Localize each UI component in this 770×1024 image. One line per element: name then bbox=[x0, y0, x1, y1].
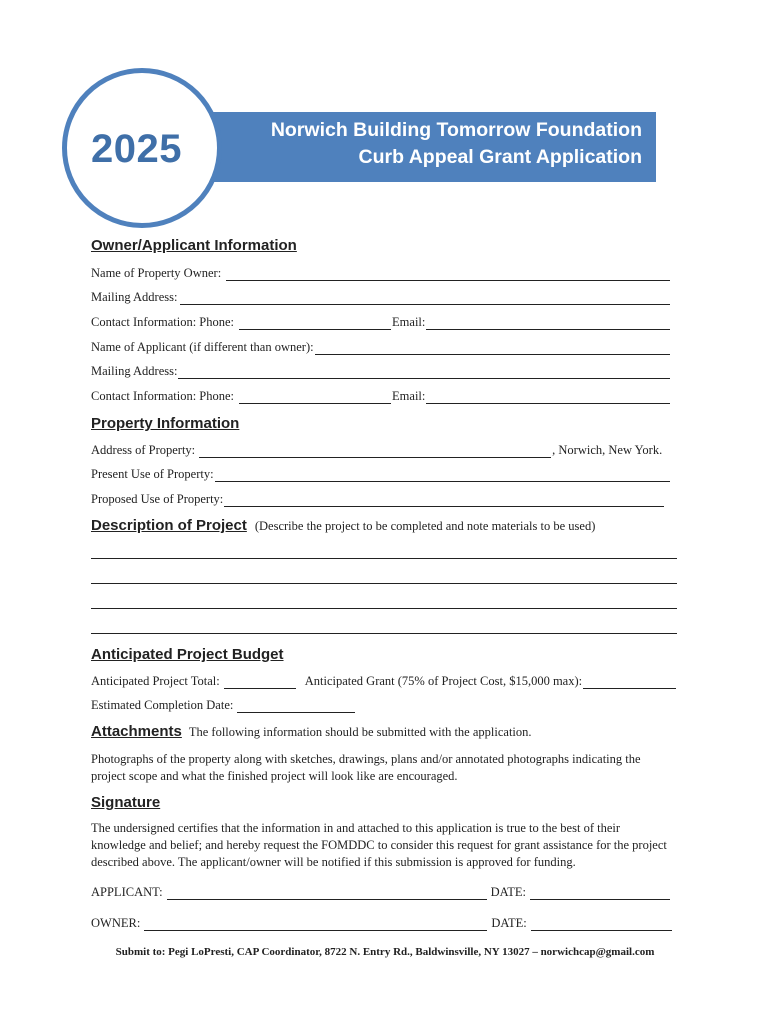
title-line-1: Norwich Building Tomorrow Foundation bbox=[270, 119, 642, 141]
property-address-suffix: , Norwich, New York. bbox=[552, 443, 663, 457]
applicant-mailing-field[interactable] bbox=[178, 366, 670, 379]
attachments-section-heading: Attachments bbox=[91, 723, 182, 740]
description-heading-row bbox=[91, 517, 595, 535]
owner-signature-label: OWNER: bbox=[91, 916, 141, 930]
signature-body: The undersigned certifies that the information in and attached to this application is true to the best of their knowledge and belief; and hereby request the FOMDDC to consider this request for grant assistance for the project described above. The applicant/owner will be notified if this submission is approved for funding. bbox=[91, 821, 667, 869]
proposed-use-field[interactable] bbox=[224, 494, 664, 507]
applicant-name-row bbox=[91, 340, 671, 355]
applicant-email-label: Email: bbox=[392, 389, 426, 403]
title-line-2: Curb Appeal Grant Application bbox=[358, 146, 642, 168]
completion-date-field[interactable] bbox=[237, 700, 355, 713]
applicant-date-label: DATE: bbox=[490, 885, 527, 899]
property-address-field[interactable] bbox=[199, 445, 551, 458]
proposed-use-row bbox=[91, 492, 665, 507]
property-section-heading: Property Information bbox=[91, 415, 240, 432]
project-total-field[interactable] bbox=[224, 676, 296, 689]
applicant-signature-label: APPLICANT: bbox=[91, 885, 163, 899]
description-line-1[interactable] bbox=[91, 558, 677, 559]
owner-name-row bbox=[91, 266, 671, 281]
owner-date-label: DATE: bbox=[491, 916, 527, 930]
description-note: (Describe the project to be completed and note materials to be used) bbox=[254, 519, 596, 533]
description-line-4[interactable] bbox=[91, 633, 677, 634]
applicant-name-label: Name of Applicant (if different than owner): bbox=[91, 340, 314, 354]
anticipated-grant-label: Anticipated Grant (75% of Project Cost, $15,000 max): bbox=[304, 674, 583, 688]
applicant-phone-label: Contact Information: Phone: bbox=[91, 389, 235, 403]
anticipated-grant-field[interactable] bbox=[583, 676, 676, 689]
owner-name-label: Name of Property Owner: bbox=[91, 266, 222, 280]
completion-date-label: Estimated Completion Date: bbox=[91, 698, 234, 712]
applicant-contact-row bbox=[91, 389, 671, 404]
applicant-signature-row bbox=[91, 885, 671, 900]
owner-name-field[interactable] bbox=[226, 268, 670, 281]
project-total-label: Anticipated Project Total: bbox=[91, 674, 220, 688]
year-label: 2025 bbox=[91, 127, 182, 171]
phone-field[interactable] bbox=[239, 317, 391, 330]
budget-section-heading: Anticipated Project Budget bbox=[91, 646, 284, 663]
applicant-name-field[interactable] bbox=[315, 342, 670, 355]
mailing-address-field[interactable] bbox=[180, 292, 670, 305]
owner-date-field[interactable] bbox=[531, 918, 672, 931]
proposed-use-label: Proposed Use of Property: bbox=[91, 492, 224, 506]
owner-signature-row bbox=[91, 916, 673, 931]
budget-row bbox=[91, 674, 677, 689]
phone-label: Contact Information: Phone: bbox=[91, 315, 235, 329]
applicant-signature-field[interactable] bbox=[167, 887, 487, 900]
signature-section-heading: Signature bbox=[91, 794, 161, 811]
present-use-field[interactable] bbox=[215, 469, 670, 482]
description-line-2[interactable] bbox=[91, 583, 677, 584]
attachments-intro: The following information should be submitted with the application. bbox=[188, 725, 532, 739]
description-line-3[interactable] bbox=[91, 608, 677, 609]
owner-signature-field[interactable] bbox=[144, 918, 487, 931]
submission-footer: Submit to: Pegi LoPresti, CAP Coordinator, 8722 N. Entry Rd., Baldwinsville, NY 13027 – norwichcap@gmail.com bbox=[115, 946, 655, 958]
contact-row bbox=[91, 315, 671, 330]
present-use-label: Present Use of Property: bbox=[91, 467, 214, 481]
email-label: Email: bbox=[392, 315, 426, 329]
mailing-address-label: Mailing Address: bbox=[91, 290, 178, 304]
title-banner bbox=[190, 112, 656, 182]
applicant-phone-field[interactable] bbox=[239, 391, 391, 404]
owner-section-heading: Owner/Applicant Information bbox=[91, 237, 297, 254]
mailing-address-row bbox=[91, 290, 671, 305]
applicant-email-field[interactable] bbox=[426, 391, 670, 404]
present-use-row bbox=[91, 467, 671, 482]
attachments-body: Photographs of the property along with sketches, drawings, plans and/or annotated photographs indicating the project scope and what the finished project will look like are encouraged. bbox=[91, 752, 641, 783]
applicant-date-field[interactable] bbox=[530, 887, 670, 900]
completion-date-row bbox=[91, 698, 671, 713]
email-field[interactable] bbox=[426, 317, 670, 330]
property-address-row bbox=[91, 443, 671, 458]
description-section-heading: Description of Project bbox=[91, 517, 247, 534]
applicant-mailing-label: Mailing Address: bbox=[91, 364, 178, 378]
attachments-heading-row bbox=[91, 723, 532, 741]
applicant-mailing-row bbox=[91, 364, 671, 379]
property-address-label: Address of Property: bbox=[91, 443, 196, 457]
